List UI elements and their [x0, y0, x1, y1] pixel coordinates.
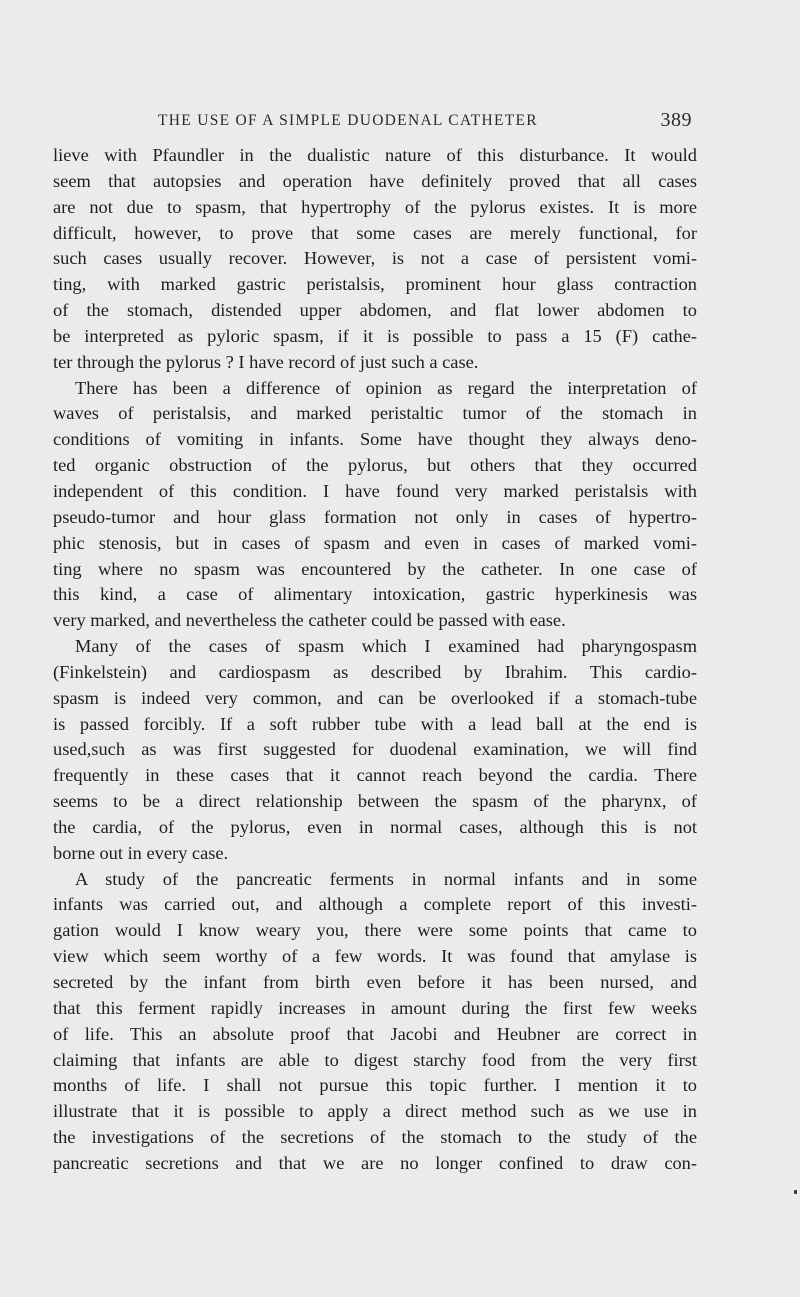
page-number: 389: [660, 109, 692, 131]
text-line: seems to be a direct relationship between the spasm of the pharynx, of: [53, 791, 697, 812]
text-line: illustrate that it is possible to apply a direct method such as we use in: [53, 1101, 697, 1122]
text-line: view which seem worthy of a few words. It was found that amylase is: [53, 946, 697, 967]
text-line: borne out in every case.: [53, 842, 229, 863]
paragraph-3: [53, 634, 697, 867]
text-line: A study of the pancreatic ferments in normal infants and in some: [75, 868, 697, 889]
text-line: are not due to spasm, that hypertrophy of the pylorus existes. It is more: [53, 196, 697, 217]
text-line: (Finkelstein) and cardiospasm as described by Ibrahim. This cardio-: [53, 661, 697, 682]
text-line: infants was carried out, and although a complete report of this investi-: [53, 894, 697, 915]
text-line: phic stenosis, but in cases of spasm and even in cases of marked vomi-: [53, 532, 697, 553]
text-line: months of life. I shall not pursue this topic further. I mention it to: [53, 1075, 697, 1096]
text-line: is passed forcibly. If a soft rubber tube with a lead ball at the end is: [53, 713, 697, 734]
text-line: such cases usually recover. However, is not a case of persistent vomi-: [53, 248, 697, 269]
running-head: THE USE OF A SIMPLE DUODENAL CATHETER: [158, 112, 538, 129]
text-line: very marked, and nevertheless the catheter could be passed with ease.: [53, 610, 566, 631]
text-line: this kind, a case of alimentary intoxication, gastric hyperkinesis was: [53, 584, 697, 605]
text-line: that this ferment rapidly increases in amount during the first few weeks: [53, 997, 697, 1018]
text-line: secreted by the infant from birth even before it has been nursed, and: [53, 972, 697, 992]
text-line: used,such as was first suggested for duodenal examination, we will find: [53, 739, 697, 760]
text-line: difficult, however, to prove that some cases are merely functional, for: [53, 222, 697, 243]
text-line: ting where no spasm was encountered by the catheter. In one case of: [53, 558, 697, 579]
text-line: seem that autopsies and operation have definitely proved that all cases: [53, 170, 697, 191]
text-line: pancreatic secretions and that we are no longer confined to draw con-: [53, 1152, 697, 1173]
print-speck: [794, 1190, 797, 1194]
text-line: ter through the pylorus ? I have record of just such a case.: [53, 351, 479, 372]
text-line: frequently in these cases that it cannot reach beyond the cardia. There: [53, 765, 697, 786]
paragraph-4: [53, 867, 697, 1177]
text-line: ted organic obstruction of the pylorus, but others that they occurred: [53, 455, 697, 476]
text-line: be interpreted as pyloric spasm, if it is possible to pass a 15 (F) cathe-: [53, 325, 697, 346]
text-line: spasm is indeed very common, and can be overlooked if a stomach-tube: [53, 687, 697, 708]
text-line: lieve with Pfaundler in the dualistic nature of this disturbance. It would: [53, 145, 697, 165]
text-line: of the stomach, distended upper abdomen, and flat lower abdomen to: [53, 300, 697, 321]
text-line: the investigations of the secretions of the stomach to the study of the: [53, 1127, 697, 1148]
paragraph-1: [53, 143, 697, 376]
text-line: independent of this condition. I have found very marked peristalsis with: [53, 480, 697, 501]
text-line: the cardia, of the pylorus, even in normal cases, although this is not: [53, 816, 697, 837]
text-line: waves of peristalsis, and marked peristaltic tumor of the stomach in: [53, 403, 697, 424]
text-line: ting, with marked gastric peristalsis, prominent hour glass contraction: [53, 274, 697, 295]
text-line: conditions of vomiting in infants. Some have thought they always deno-: [53, 429, 697, 450]
body-text: [53, 143, 697, 1177]
text-line: of life. This an absolute proof that Jacobi and Heubner are correct in: [53, 1023, 697, 1044]
paragraph-2: [53, 376, 697, 634]
page-header: [54, 109, 696, 136]
text-line: There has been a difference of opinion as regard the interpretation of: [75, 377, 697, 398]
text-line: claiming that infants are able to digest starchy food from the very first: [53, 1049, 697, 1070]
text-line: Many of the cases of spasm which I examined had pharyngospasm: [75, 636, 697, 657]
text-line: pseudo-tumor and hour glass formation not only in cases of hypertro-: [53, 506, 697, 527]
text-line: gation would I know weary you, there were some points that came to: [53, 920, 697, 941]
